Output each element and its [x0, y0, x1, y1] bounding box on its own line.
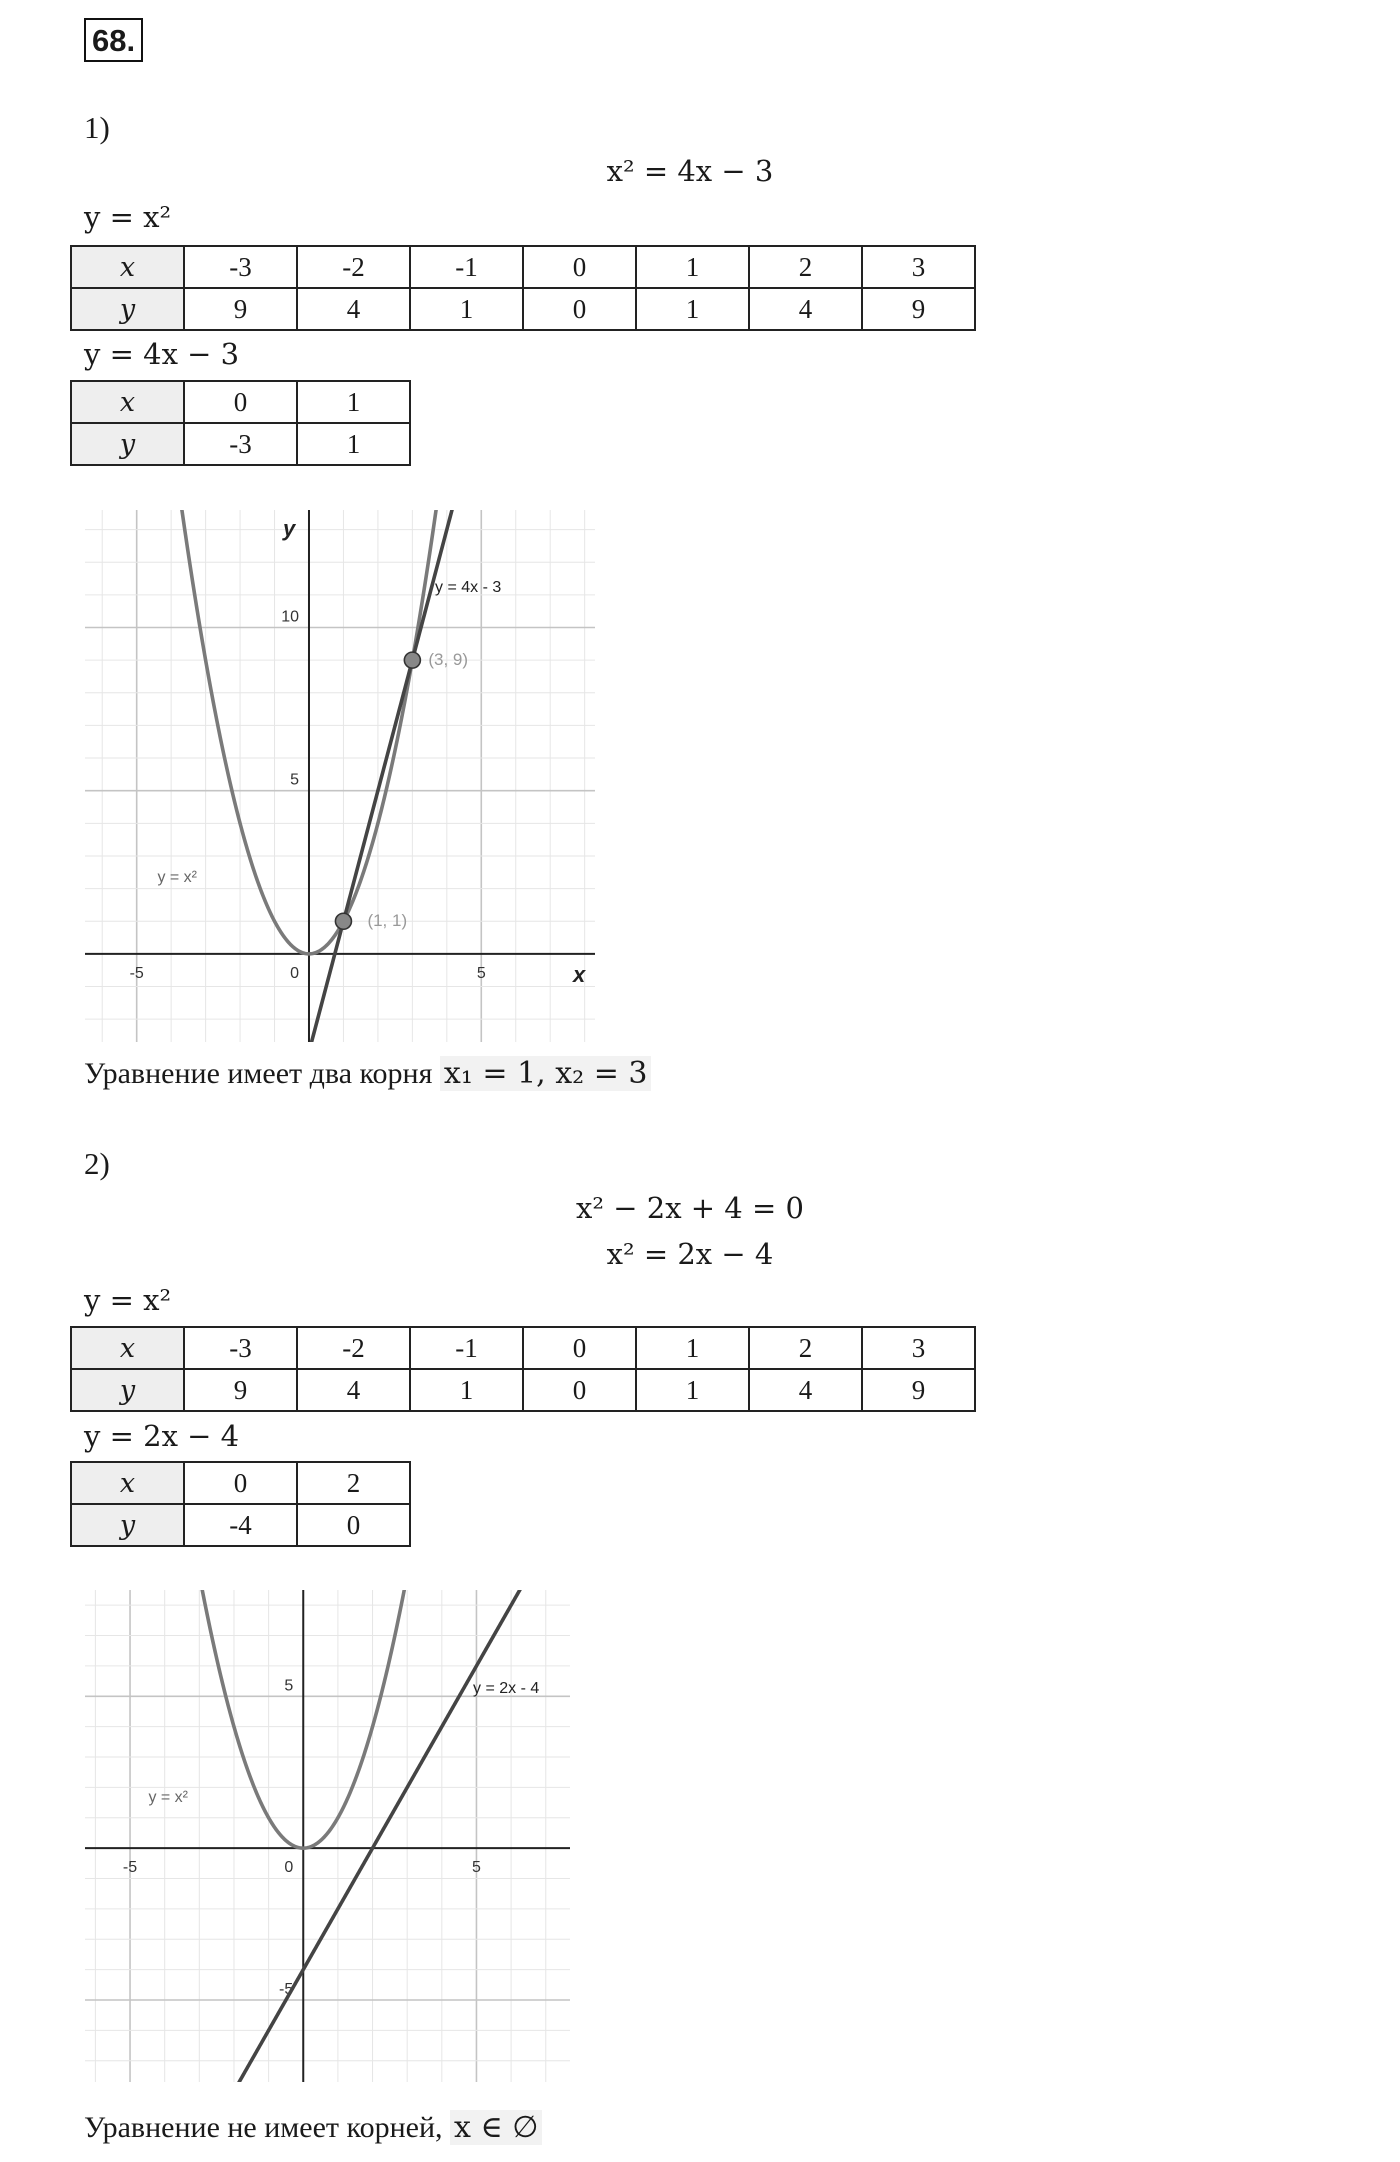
chart-2	[85, 1590, 570, 2082]
part-2-answer	[84, 2110, 542, 2146]
intersection-point	[335, 913, 351, 929]
table-cell: 9	[862, 288, 975, 330]
table-cell: 1	[297, 423, 410, 465]
table-header-x: x	[71, 381, 184, 423]
table-header-x: x	[71, 1327, 184, 1369]
table-cell: 1	[297, 381, 410, 423]
chart-series	[173, 510, 469, 1042]
table-cell: 4	[749, 288, 862, 330]
table-header-x: x	[71, 1462, 184, 1504]
tick-label: -5	[129, 964, 144, 982]
chart-1	[85, 510, 595, 1042]
table-cell: -1	[410, 1327, 523, 1369]
y-axis-label: y	[282, 516, 296, 541]
table-cell: 0	[523, 288, 636, 330]
series-line	[205, 1590, 554, 2082]
table-cell: 0	[184, 381, 297, 423]
intersection-point	[404, 652, 420, 668]
table-cell: -3	[184, 246, 297, 288]
table-cell: 1	[636, 246, 749, 288]
tick-label: 10	[281, 608, 299, 626]
table-cell: 0	[297, 1504, 410, 1546]
point-label: (3, 9)	[428, 650, 469, 670]
table-header-x: x	[71, 246, 184, 288]
tick-label: 0	[290, 964, 299, 982]
series-label: y = 4x - 3	[435, 579, 502, 596]
table-cell: 2	[749, 1327, 862, 1369]
point-label: (1, 1)	[367, 911, 408, 931]
table-header-y: y	[71, 1504, 184, 1546]
table-cell: -3	[184, 1327, 297, 1369]
table-cell: 1	[636, 288, 749, 330]
table-cell: -4	[184, 1504, 297, 1546]
table-row	[71, 246, 975, 288]
table-row	[71, 1462, 410, 1504]
table-cell: -2	[297, 246, 410, 288]
series-label: y = x²	[148, 1789, 188, 1806]
tick-label: 0	[284, 1859, 294, 1877]
x-axis-label: x	[573, 961, 586, 987]
table-header-y: y	[71, 1369, 184, 1411]
table-cell: 4	[297, 1369, 410, 1411]
table-cell: 4	[297, 288, 410, 330]
table-row	[71, 1327, 975, 1369]
table-cell: 4	[749, 1369, 862, 1411]
table-cell: 9	[184, 1369, 297, 1411]
table-cell: 9	[862, 1369, 975, 1411]
part-1-answer	[84, 1056, 651, 1092]
table-header-y: y	[71, 423, 184, 465]
part-2-equation-1: x² − 2x + 4 = 0	[576, 1191, 804, 1225]
problem-number: 68.	[84, 18, 143, 62]
chart-labels	[157, 579, 501, 930]
table-cell: 3	[862, 246, 975, 288]
part-1-table-line	[70, 380, 411, 466]
answer-text: Уравнение имеет два корня	[84, 1057, 440, 1090]
answer-math: x ∈ ∅	[450, 2110, 542, 2145]
chart-axes	[85, 510, 595, 1042]
chart-grid	[85, 510, 595, 1042]
part-1-func2-label: y = 4x − 3	[84, 337, 240, 371]
table-row	[71, 381, 410, 423]
table-row	[71, 423, 410, 465]
tick-label: -5	[279, 1981, 294, 1998]
table-cell: 1	[636, 1327, 749, 1369]
table-cell: 1	[410, 1369, 523, 1411]
series-label: y = 2x - 4	[473, 1680, 540, 1697]
chart-tick-labels	[123, 1677, 481, 1998]
part-2-func2-label: y = 2x − 4	[84, 1419, 240, 1453]
table-cell: 2	[749, 246, 862, 288]
part-1-equation: x² = 4x − 3	[606, 154, 774, 188]
answer-text: Уравнение не имеет корней,	[84, 2111, 451, 2144]
part-2-label: 2)	[84, 1146, 110, 1181]
table-cell: -2	[297, 1327, 410, 1369]
table-row	[71, 1504, 410, 1546]
chart-tick-labels	[130, 516, 586, 987]
table-row	[71, 288, 975, 330]
table-row	[71, 1369, 975, 1411]
part-1-func1-label: y = x²	[84, 200, 172, 234]
tick-label: 5	[476, 964, 486, 982]
table-cell: 1	[410, 288, 523, 330]
table-cell: -1	[410, 246, 523, 288]
part-1-label: 1)	[84, 110, 110, 145]
tick-label: 5	[284, 1677, 294, 1695]
table-cell: 0	[523, 1369, 636, 1411]
part-2-table-parabola	[70, 1326, 976, 1412]
tick-label: 5	[290, 771, 299, 789]
part-1-table-parabola	[70, 245, 976, 331]
tick-label: 5	[472, 1859, 481, 1877]
table-header-y: y	[71, 288, 184, 330]
table-cell: 0	[523, 1327, 636, 1369]
part-2-table-line	[70, 1461, 411, 1547]
table-cell: 0	[184, 1462, 297, 1504]
tick-label: -5	[122, 1859, 138, 1877]
table-cell: 1	[636, 1369, 749, 1411]
table-cell: 2	[297, 1462, 410, 1504]
part-2-equation-2: x² = 2x − 4	[606, 1237, 774, 1271]
part-2-func1-label: y = x²	[84, 1283, 172, 1317]
table-cell: 3	[862, 1327, 975, 1369]
table-cell: 0	[523, 246, 636, 288]
table-cell: 9	[184, 288, 297, 330]
series-label: y = x²	[157, 869, 197, 886]
table-cell: -3	[184, 423, 297, 465]
answer-math: x₁ = 1, x₂ = 3	[440, 1056, 652, 1091]
